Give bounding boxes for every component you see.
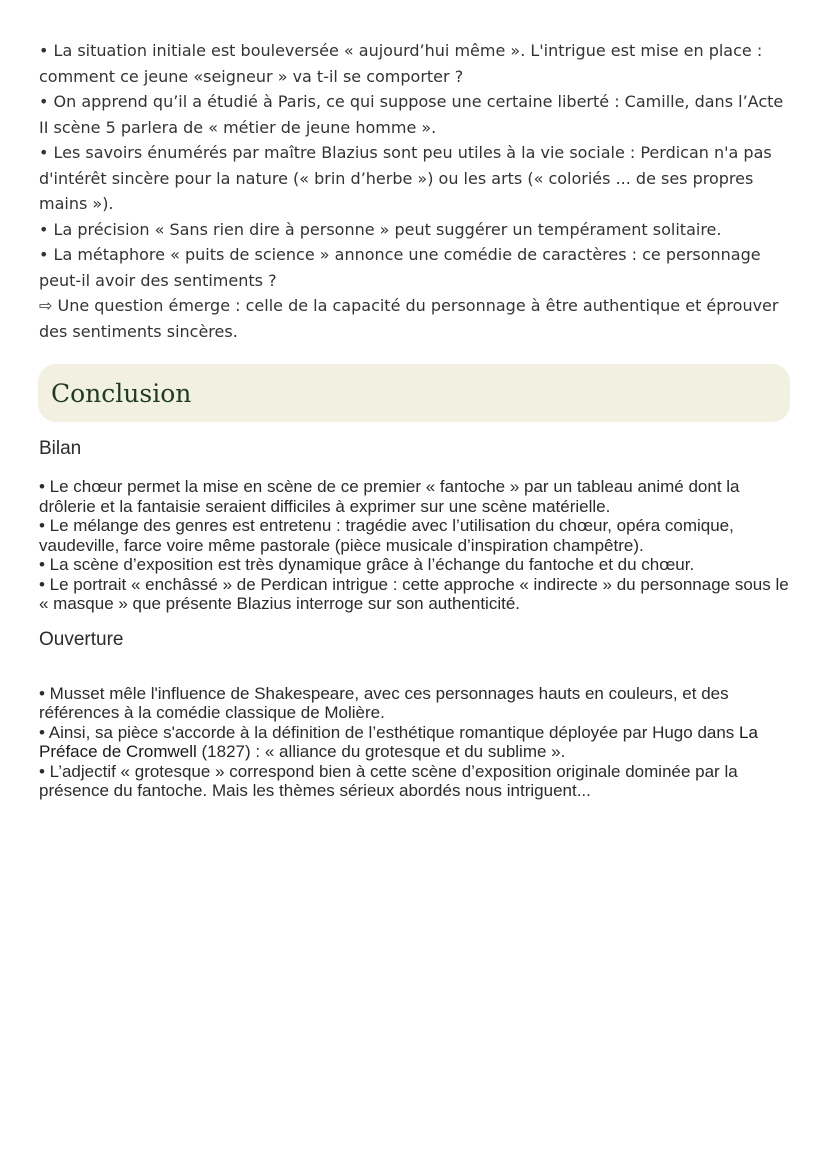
list-item <box>39 723 791 762</box>
conclusion-heading-box <box>38 364 790 422</box>
list-item-text: (1827) : « alliance du grotesque et du sublime ». <box>196 742 566 761</box>
list-item: • L’adjectif « grotesque » correspond bien à cette scène d’exposition originale dominée par la présence du fantoche. Mais les thèmes sérieux abordés nous intriguent... <box>39 761 738 800</box>
document-page <box>39 38 791 801</box>
list-item: • La situation initiale est bouleversée « aujourd’hui même ». L'intrigue est mise en place : comment ce jeune «seigneur » va t-il se comporter ? <box>39 41 763 86</box>
list-item-text: • Ainsi, sa pièce s'accorde à la définition de l’esthétique romantique déployée par Hugo dans <box>39 722 740 742</box>
list-item: • La scène d’exposition est très dynamique grâce à l’échange du fantoche et du chœur. <box>39 555 695 574</box>
list-item: • Musset mêle l'influence de Shakespeare, avec ces personnages hauts en couleurs, et des références à la comédie classique de Molière. <box>39 683 729 722</box>
conclusion-title: Conclusion <box>51 378 192 408</box>
analysis-bullet-list <box>39 38 791 344</box>
list-item: • Le mélange des genres est entretenu : tragédie avec l’utilisation du chœur, opéra comique, vaudeville, farce voire même pastorale (pièce musicale d’inspiration champêtre). <box>39 516 734 555</box>
list-item: • Les savoirs énumérés par maître Blazius sont peu utiles à la vie sociale : Perdican n'a pas d'intérêt sincère pour la nature (« brin d’herbe ») ou les arts (« coloriés ... de ses propres mains »). <box>39 143 772 213</box>
list-item: • La métaphore « puits de science » annonce une comédie de caractères : ce personnage peut-il avoir des sentiments ? <box>39 245 761 290</box>
ouverture-title: Ouverture <box>39 628 124 650</box>
list-item: • La précision « Sans rien dire à personne » peut suggérer un tempérament solitaire. <box>39 219 722 239</box>
bilan-title: Bilan <box>39 438 82 459</box>
list-item: • On apprend qu’il a étudié à Paris, ce qui suppose une certaine liberté : Camille, dans l’Acte II scène 5 parlera de « métier de jeune homme ». <box>39 92 784 137</box>
ouverture-bullet-list <box>39 684 791 801</box>
list-item: • Le portrait « enchâssé » de Perdican intrigue : cette approche « indirecte » du personnage sous le « masque » que présente Blazius interroge sur son authenticité. <box>39 574 789 613</box>
list-item: • Le chœur permet la mise en scène de ce premier « fantoche » par un tableau animé dont la drôlerie et la fantaisie seraient difficiles à exprimer sur une scène matérielle. <box>39 477 740 516</box>
bilan-bullet-list <box>39 477 791 614</box>
book-title: La Préface de Cromwell <box>39 722 758 761</box>
list-item: ⇨ Une question émerge : celle de la capacité du personnage à être authentique et éprouver des sentiments sincères. <box>39 296 779 341</box>
